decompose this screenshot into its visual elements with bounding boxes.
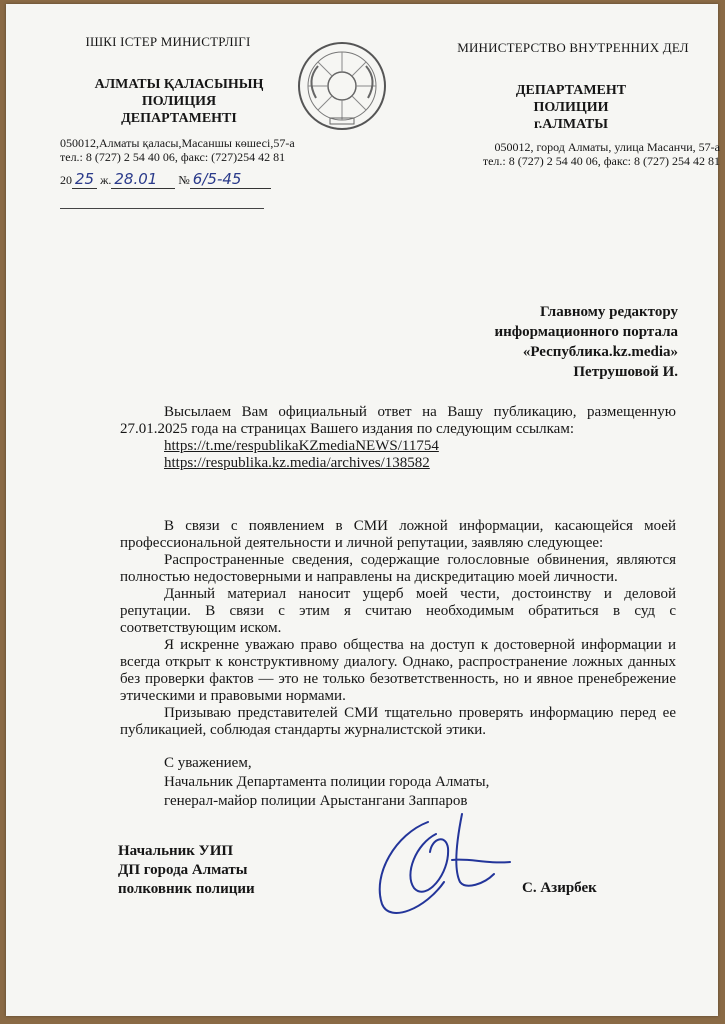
right-title-line: ПОЛИЦИИ [533,100,609,115]
closing-block [164,754,489,811]
reg-number-label: № [178,173,190,187]
reg-number: 6/5-45 [190,170,272,189]
reg-year-suffix: ж. [100,173,112,187]
letter-page [6,4,718,1016]
body-paragraph: Распространенные сведения, содержащие голословные обвинения, являются полностью недостоверными и направлены на дискредитацию моей личности. [120,552,676,585]
reg-year: 25 [72,170,97,189]
reg-date: 28.01 [111,170,175,189]
right-address: 050012, город Алматы, улица Масанчи, 57-а [494,140,720,154]
body-paragraph: Данный материал наносит ущерб моей чести, достоинству и деловой репутации. В связи с этим я считаю необходимым обратиться в суд с соответствующим иском. [120,586,676,636]
position-line: Начальник УИП [118,843,234,859]
handwritten-signature-icon [366,804,516,924]
right-phone: тел.: 8 (727) 2 54 40 06, факс: 8 (727) 254 42 81 [482,154,720,168]
addressee-line: Петрушовой И. [573,364,678,380]
addressee-line: Главному редактору [539,304,678,320]
registration-line [60,170,271,188]
right-title-line: ДЕПАРТАМЕНТ [515,83,627,98]
left-ministry-name: ІШКІ ІСТЕР МИНИСТРЛІГІ [85,34,251,49]
left-title-line: АЛМАТЫ ҚАЛАСЫНЫҢ [94,77,264,92]
left-title-line: ПОЛИЦИЯ [141,94,217,109]
state-emblem-icon [296,40,388,132]
right-department-title [486,82,656,133]
addressee-line: «Республика.kz.media» [522,344,678,360]
position-line: полковник полиции [118,881,255,897]
divider [60,208,264,209]
left-title-line: ДЕПАРТАМЕНТІ [121,111,237,126]
signatory-position [118,842,255,899]
intro-paragraph: Высылаем Вам официальный ответ на Вашу публикацию, размещенную 27.01.2025 года на страницах Вашего издания по следующим ссылкам: [120,404,676,437]
left-address: 050012,Алматы қаласы,Масаншы көшесі,57-а [60,136,295,150]
left-department-title [64,76,294,127]
body-paragraph: В связи с появлением в СМИ ложной информации, касающейся моей профессиональной деятельности и личной репутации, заявляю следующее: [120,518,676,551]
closing-line: генерал-майор полиции Арыстангани Заппаров [164,793,468,809]
reg-century: 20 [60,173,72,187]
right-contacts [452,140,720,168]
left-contacts [60,136,330,164]
body-paragraph: Я искренне уважаю право общества на доступ к достоверной информации и всегда открыт к конструктивному диалогу. Однако, распространение ложных данных без проверки фактов — это не только безответственность, но и явное пренебрежение этическими и правовыми нормами. [120,637,676,704]
closing-line: Начальник Департамента полиции города Алматы, [164,774,490,790]
letter-body [120,404,676,739]
website-link[interactable]: https://respublika.kz.media/archives/138582 [164,455,430,471]
addressee-line: информационного портала [494,324,678,340]
left-phone: тел.: 8 (727) 2 54 40 06, факс: (727)254 42 81 [60,150,286,164]
position-line: ДП города Алматы [118,862,248,878]
closing-line: С уважением, [164,755,252,771]
addressee-block [494,302,678,382]
right-title-line: г.АЛМАТЫ [534,117,608,132]
signatory-name: С. Азирбек [522,880,597,896]
right-ministry-name: МИНИСТЕРСТВО ВНУТРЕННИХ ДЕЛ [457,40,689,55]
body-paragraph: Призываю представителей СМИ тщательно проверять информацию перед ее публикацией, соблюдая стандарты журналистской этики. [120,705,676,738]
telegram-link[interactable]: https://t.me/respublikaKZmediaNEWS/11754 [164,438,439,454]
